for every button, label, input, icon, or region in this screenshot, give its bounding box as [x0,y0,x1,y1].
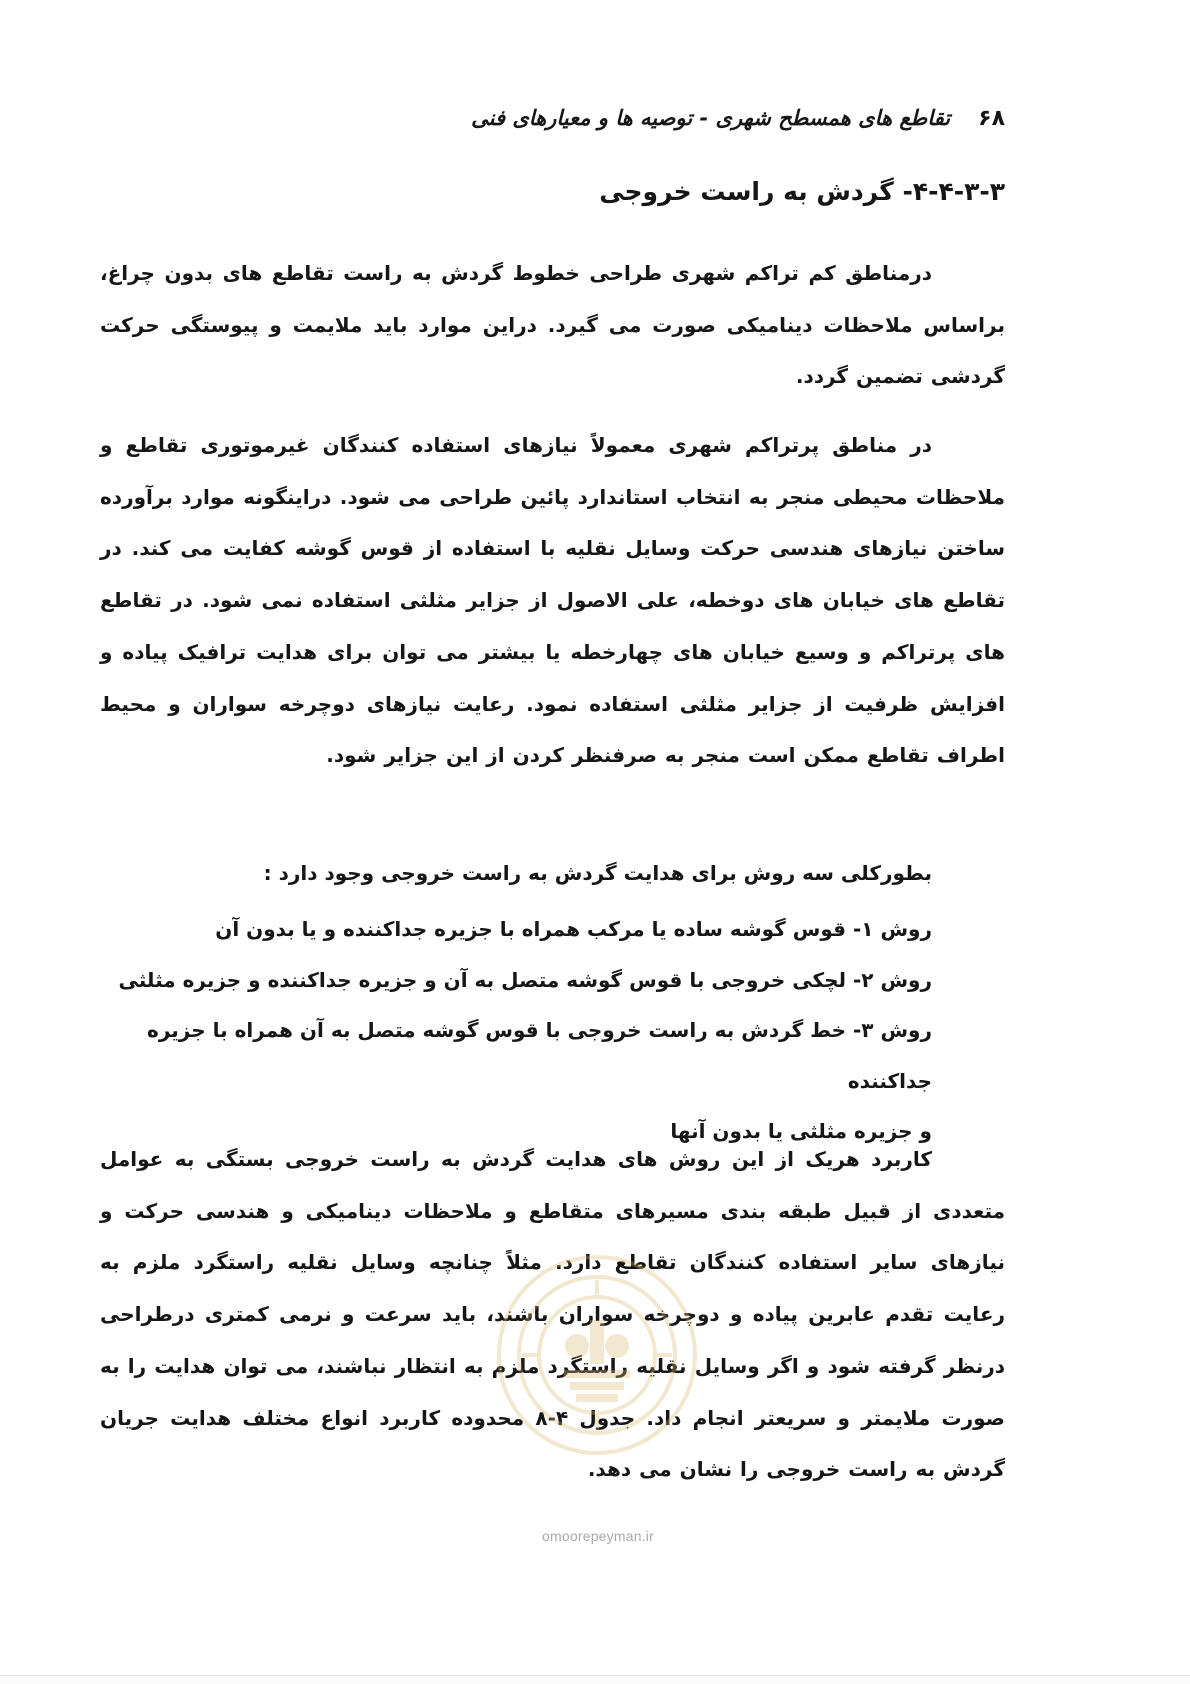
paragraph-application: کاربرد هریک از این روش های هدایت گردش به راست خروجی بستگی به عوامل متعددی از قبیل طبقه بندی مسیرهای متقاطع و ملاحظات دینامیکی و هندسی حرکت و نیازهای سایر استفاده کنندگان تقاطع دارد. مثلاً چنانچه وسایل نقلیه راستگرد ملزم به رعایت تقدم عابرین پیاده و دوچرخه سواران باشند، باید سرعت و نرمی کمتری درطراحی درنظر گرفته شود و اگر وسایل نقلیه راستگرد ملزم به انتظار نباشند، می توان هدایت را به صورت ملایمتر و سریعتر انجام داد. جدول ۴-۸ محدوده کاربرد انواع مختلف هدایت جریان گردش به راست خروجی را نشان می دهد. [100,1147,1005,1482]
methods-intro: بطورکلی سه روش برای هدایت گردش به راست خروجی وجود دارد : [263,861,932,885]
methods-list [100,904,932,1157]
method-item-1: روش ۱- قوس گوشه ساده یا مرکب همراه با جزیره جداکننده و یا بدون آن [215,917,932,941]
paragraph-low-density: درمناطق کم تراکم شهری طراحی خطوط گردش به راست تقاطع های بدون چراغ، براساس ملاحظات دینامیکی صورت می گیرد. دراین موارد باید ملایمت و پیوستگی حرکت گردشی تضمین گردد. [100,261,1005,389]
section-heading: ۴-۴-۳-۳- گردش به راست خروجی [599,177,1005,206]
scan-bottom-edge [0,1675,1190,1684]
method-item-3: روش ۳- خط گردش به راست خروجی با قوس گوشه متصل به آن همراه با جزیره جداکننده [147,1018,932,1093]
running-header [250,100,1005,136]
paragraph-high-density: در مناطق پرتراکم شهری معمولاً نیازهای استفاده کنندگان غیرموتوری تقاطع و ملاحظات محیطی منجر به انتخاب استاندارد پائین طراحی می شود. دراینگونه موارد برآورده ساختن نیازهای هندسی حرکت وسایل نقلیه با استفاده از قوس گوشه کفایت می کند. در تقاطع های خیابان های دوخطه، علی الاصول از جزایر مثلثی استفاده نمی شود. در تقاطع های پرتراکم و وسیع خیابان های چهارخطه یا بیشتر می توان برای هدایت ترافیک پیاده و افزایش ظرفیت از جزایر مثلثی استفاده نمود. رعایت نیازهای دوچرخه سواران و محیط اطراف تقاطع ممکن است منجر به صرفنظر کردن از این جزایر شود. [100,433,1005,768]
method-item-2: روش ۲- لچکی خروجی با قوس گوشه متصل به آن و جزیره جداکننده و جزیره مثلثی [118,967,932,992]
running-title: تقاطع های همسطح شهری - توصیه ها و معیارهای فنی [471,106,951,130]
method-item-3-continuation: و جزیره مثلثی یا بدون آنها [670,1119,932,1143]
watermark-url: omoorepeyman.ir [542,1528,654,1544]
page-number: ۶۸ [978,105,1005,131]
